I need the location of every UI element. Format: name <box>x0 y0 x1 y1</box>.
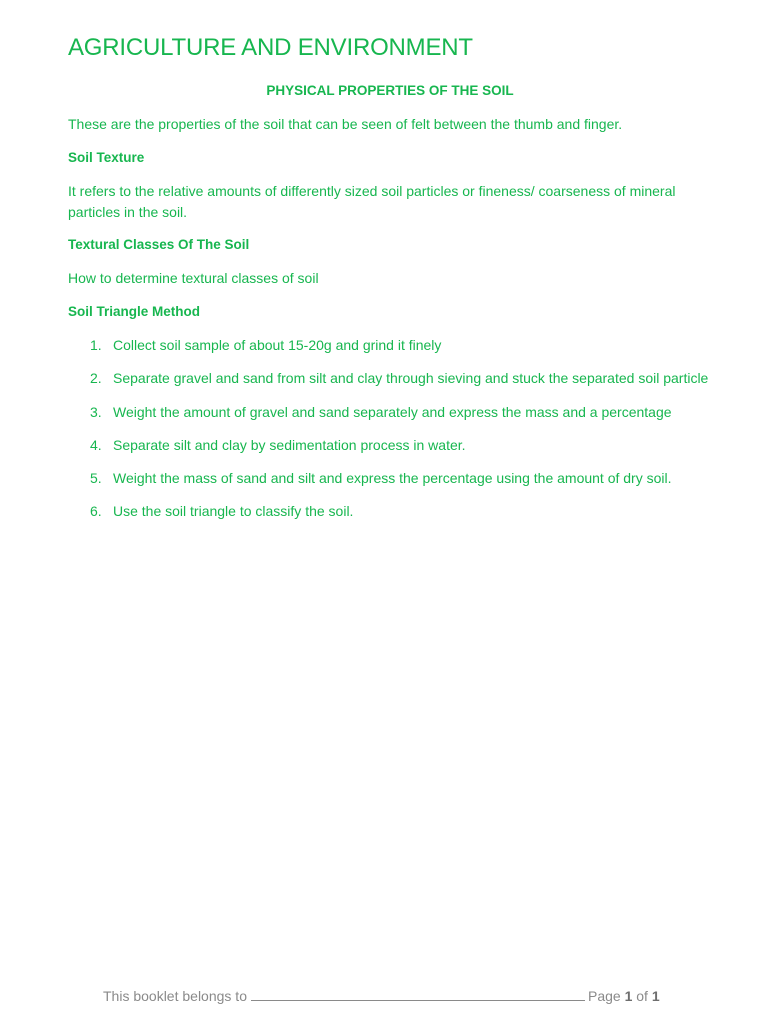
step-number: 2. <box>90 370 102 387</box>
step-number: 4. <box>90 436 102 453</box>
step-number: 5. <box>90 470 102 487</box>
step-number: 3. <box>90 403 102 420</box>
textural-classes-paragraph: How to determine textural classes of soil <box>68 270 319 286</box>
step-text: Collect soil sample of about 15-20g and grind it finely <box>113 337 442 353</box>
step-number: 6. <box>90 503 102 520</box>
footer-page-current: 1 <box>624 988 633 1004</box>
steps-list <box>68 335 728 535</box>
textural-classes-heading: Textural Classes Of The Soil <box>68 237 250 252</box>
list-item <box>68 435 728 455</box>
document-title: AGRICULTURE AND ENVIRONMENT <box>68 34 473 61</box>
step-text: Weight the amount of gravel and sand separately and express the mass and a percentage <box>113 403 672 420</box>
step-text: Use the soil triangle to classify the soil. <box>113 503 354 520</box>
step-text: Separate silt and clay by sedimentation process in water. <box>113 436 466 453</box>
step-text: Separate gravel and sand from silt and clay through sieving and stuck the separated soil particle <box>113 370 709 387</box>
footer-belongs-label: This booklet belongs to <box>103 988 247 1004</box>
list-item <box>68 468 728 488</box>
step-number: 1. <box>90 337 102 353</box>
list-item <box>68 335 728 355</box>
step-text: Weight the mass of sand and silt and express the percentage using the amount of dry soil. <box>113 470 672 487</box>
footer-page-total: 1 <box>651 988 660 1004</box>
section-title: PHYSICAL PROPERTIES OF THE SOIL <box>266 83 514 98</box>
triangle-method-heading: Soil Triangle Method <box>68 304 201 319</box>
soil-texture-heading: Soil Texture <box>68 150 145 165</box>
soil-texture-paragraph: It refers to the relative amounts of differently sized soil particles or fineness/ coarseness of mineral particles in the soil. <box>68 183 676 220</box>
footer-of-label: of <box>636 988 648 1004</box>
page-footer <box>103 986 660 1004</box>
list-item <box>68 402 728 422</box>
intro-paragraph: These are the properties of the soil that can be seen of felt between the thumb and finger. <box>68 116 623 132</box>
list-item <box>68 501 728 521</box>
footer-page-label: Page <box>587 988 621 1004</box>
owner-name-blank <box>251 986 585 1001</box>
list-item <box>68 368 728 388</box>
